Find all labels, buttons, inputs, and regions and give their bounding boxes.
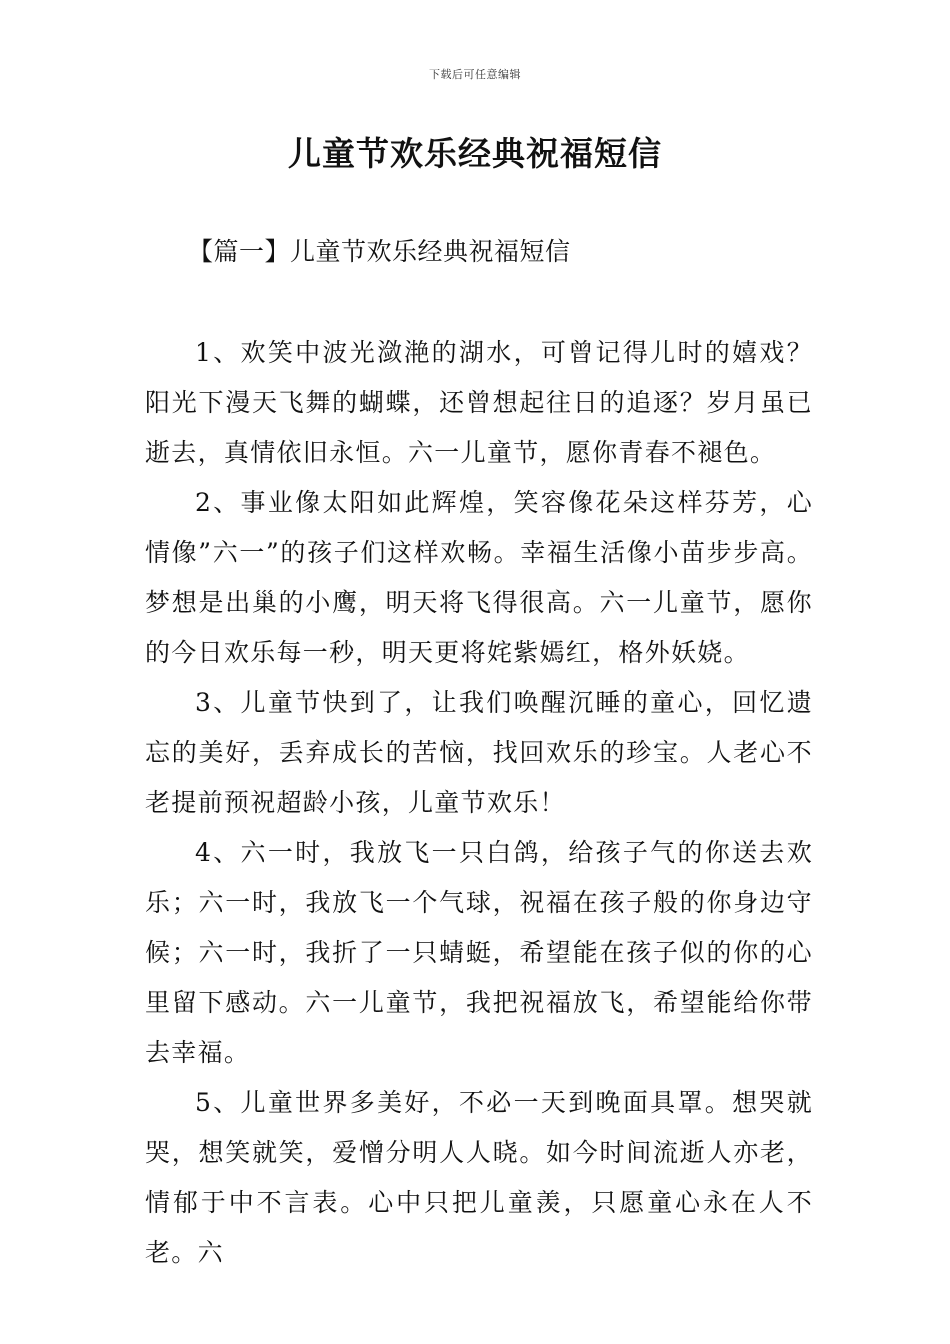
paragraph-1: 1、欢笑中波光潋滟的湖水，可曾记得儿时的嬉戏？阳光下漫天飞舞的蝴蝶，还曾想起往日的追逐？岁月虽已逝去，真情依旧永恒。六一儿童节，愿你青春不褪色。 (145, 338, 813, 467)
paragraph-4: 4、六一时，我放飞一只白鸽，给孩子气的你送去欢乐；六一时，我放飞一个气球，祝福在孩子般的你身边守候；六一时，我折了一只蜻蜓，希望能在孩子似的你的心里留下感动。六一儿童节，我把祝福放飞，希望能给你带去幸福。 (145, 838, 813, 1067)
body-text (145, 328, 813, 1278)
document-title: 儿童节欢乐经典祝福短信 (288, 134, 662, 173)
header-note: 下载后可任意编辑 (429, 68, 521, 81)
paragraph-2: 2、事业像太阳如此辉煌，笑容像花朵这样芬芳，心情像”六一”的孩子们这样欢畅。幸福生活像小苗步步高。梦想是出巢的小鹰，明天将飞得很高。六一儿童节，愿你的今日欢乐每一秒，明天更将姹紫嫣红，格外妖娆。 (145, 488, 813, 667)
section-heading: 【篇一】儿童节欢乐经典祝福短信 (188, 237, 571, 266)
paragraph-3: 3、儿童节快到了，让我们唤醒沉睡的童心，回忆遗忘的美好，丢弃成长的苦恼，找回欢乐的珍宝。人老心不老提前预祝超龄小孩，儿童节欢乐！ (145, 688, 813, 817)
paragraph-5: 5、儿童世界多美好，不必一天到晚面具罩。想哭就哭，想笑就笑，爱憎分明人人晓。如今时间流逝人亦老，情郁于中不言表。心中只把儿童羡，只愿童心永在人不老。六 (145, 1088, 813, 1267)
